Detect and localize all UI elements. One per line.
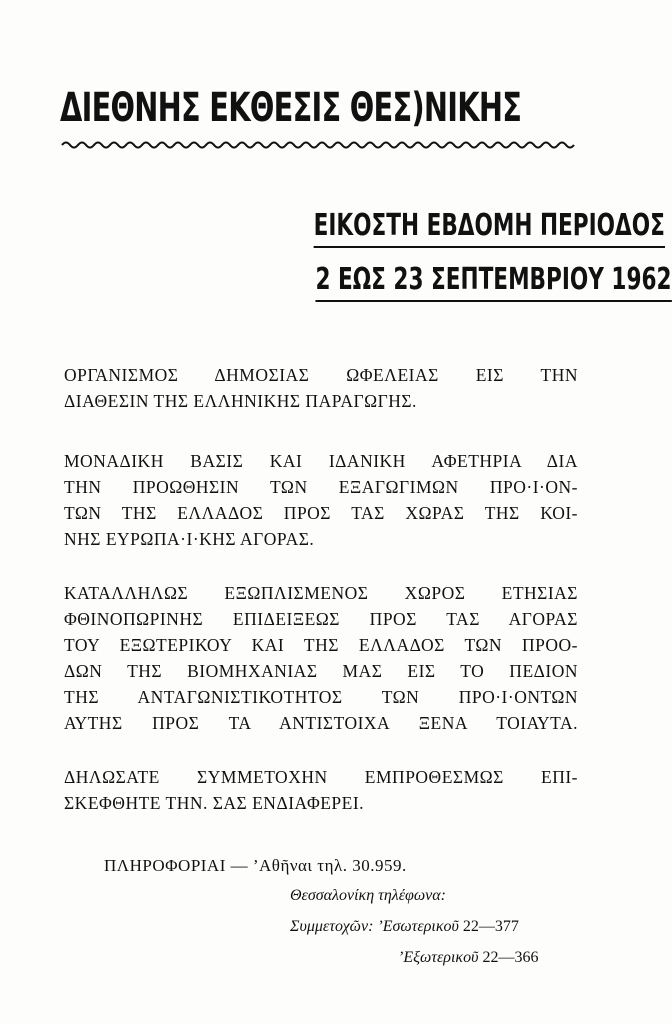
- subtitle-dates: [177, 262, 672, 302]
- paragraph-line: ΦΘΙΝΟΠΩΡΙΝΗΣ ΕΠΙΔΕΙΞΕΩΣ ΠΡΟΣ ΤΑΣ ΑΓΟΡΑΣ: [64, 609, 578, 629]
- info-domestic-phone: [290, 916, 519, 938]
- paragraph-line: ΟΡΓΑΝΙΣΜΟΣ ΔΗΜΟΣΙΑΣ ΩΦΕΛΕΙΑΣ ΕΙΣ ΤΗΝ: [64, 365, 578, 385]
- info-thessaloniki-heading: Θεσσαλονίκη τηλέφωνα:: [290, 887, 447, 904]
- paragraph-4: [64, 764, 578, 816]
- info-athens: ΠΛΗΡΟΦΟΡΙΑΙ — ’Αθῆναι τηλ. 30.959.: [104, 856, 407, 875]
- paragraph-line: ΔΙΑΘΕΣΙΝ ΤΗΣ ΕΛΛΗΝΙΚΗΣ ΠΑΡΑΓΩΓΗΣ.: [64, 391, 417, 411]
- paragraph-line: ΚΑΤΑΛΛΗΛΩΣ ΕΞΩΠΛΙΣΜΕΝΟΣ ΧΩΡΟΣ ΕΤΗΣΙΑΣ: [64, 583, 578, 603]
- paragraph-line: ΑΥΤΗΣ ΠΡΟΣ ΤΑ ΑΝΤΙΣΤΟΙΧΑ ΞΕΝΑ ΤΟΙΑΥΤΑ.: [64, 713, 578, 733]
- page-title: ΔΙΕΘΝΗΣ ΕΚΘΕΣΙΣ ΘΕΣ)ΝΙΚΗΣ: [60, 85, 522, 131]
- subtitle-period-text: ΕΙΚΟΣΤΗ ΕΒΔΟΜΗ ΠΕΡΙΟΔΟΣ: [314, 208, 665, 248]
- paragraph-line: ΣΚΕΦΘΗΤΕ ΤΗΝ. ΣΑΣ ΕΝΔΙΑΦΕΡΕΙ.: [64, 793, 365, 813]
- paragraph-3: [64, 580, 578, 736]
- info-foreign-label: ’Εξωτερικοῦ: [398, 949, 479, 966]
- wavy-underline: [62, 138, 578, 152]
- paragraph-line: ΤΗΣ ΑΝΤΑΓΩΝΙΣΤΙΚΟΤΗΤΟΣ ΤΩΝ ΠΡΟ·Ι·ΟΝΤΩΝ: [64, 687, 578, 707]
- paragraph-1: [64, 362, 578, 414]
- paragraph-line: ΜΟΝΑΔΙΚΗ ΒΑΣΙΣ ΚΑΙ ΙΔΑΝΙΚΗ ΑΦΕΤΗΡΙΑ ΔΙΑ: [64, 451, 578, 471]
- paragraph-line: ΤΩΝ ΤΗΣ ΕΛΛΑΔΟΣ ΠΡΟΣ ΤΑΣ ΧΩΡΑΣ ΤΗΣ ΚΟΙ-: [64, 503, 578, 523]
- paragraph-line: ΝΗΣ ΕΥΡΩΠΑ·Ι·ΚΗΣ ΑΓΟΡΑΣ.: [64, 529, 315, 549]
- info-domestic-number: 22—377: [462, 918, 519, 935]
- paragraph-line: ΤΟΥ ΕΞΩΤΕΡΙΚΟΥ ΚΑΙ ΤΗΣ ΕΛΛΑΔΟΣ ΤΩΝ ΠΡΟΟ-: [64, 635, 578, 655]
- subtitle-dates-text: 2 ΕΩΣ 23 ΣΕΠΤΕΜΒΡΙΟΥ 1962: [315, 262, 671, 302]
- info-foreign-number: 22—366: [482, 949, 539, 966]
- subtitle-period: [177, 208, 665, 248]
- paragraph-line: ΤΗΝ ΠΡΟΩΘΗΣΙΝ ΤΩΝ ΕΞΑΓΩΓΙΜΩΝ ΠΡΟ·Ι·ΟΝ-: [64, 477, 578, 497]
- paragraph-2: [64, 448, 578, 552]
- paragraph-line: ΔΗΛΩΣΑΤΕ ΣΥΜΜΕΤΟΧΗΝ ΕΜΠΡΟΘΕΣΜΩΣ ΕΠΙ-: [64, 767, 578, 787]
- info-domestic-label: Συμμετοχῶν: ’Εσωτερικοῦ: [290, 918, 459, 935]
- info-foreign-phone: [398, 947, 538, 969]
- paragraph-line: ΔΩΝ ΤΗΣ ΒΙΟΜΗΧΑΝΙΑΣ ΜΑΣ ΕΙΣ ΤΟ ΠΕΔΙΟΝ: [64, 661, 578, 681]
